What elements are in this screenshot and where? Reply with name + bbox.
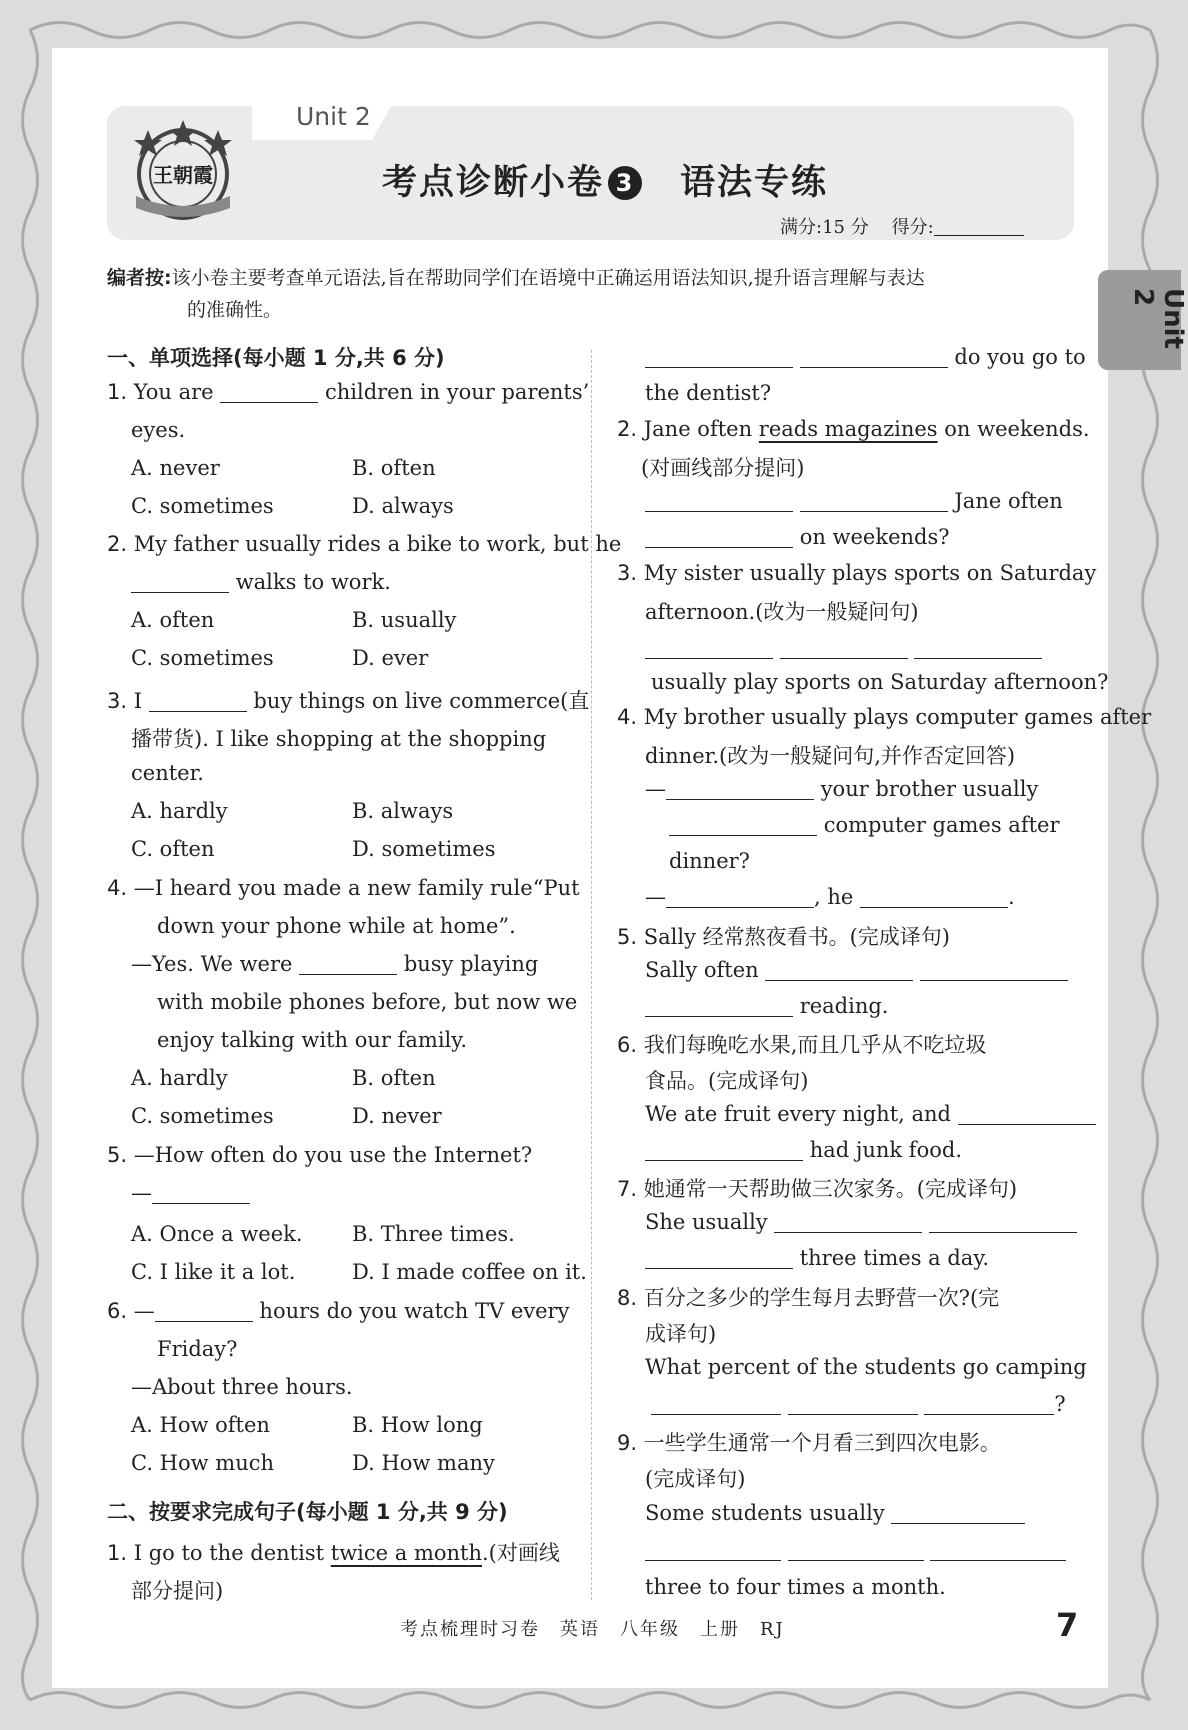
option-b[interactable]: B. often: [352, 1066, 436, 1090]
question-text: your brother usually: [820, 777, 1039, 801]
answer-blank[interactable]: [645, 996, 793, 1017]
question-number: 4.: [617, 705, 638, 729]
question: [107, 532, 621, 556]
question-text: buy things on live commerce(直: [253, 689, 590, 713]
option-a[interactable]: A. often: [131, 608, 215, 632]
question-text: What percent of the students go camping: [645, 1355, 1087, 1379]
answer-blank[interactable]: [220, 382, 318, 403]
question-text: three times a day.: [799, 1246, 990, 1270]
question: [107, 380, 589, 404]
underlined-phrase: twice a month: [330, 1541, 482, 1565]
answer-blank[interactable]: [800, 347, 948, 368]
question: [645, 885, 1015, 909]
answer-blank[interactable]: [780, 638, 908, 659]
page-title: [382, 155, 828, 205]
option-c[interactable]: C. How much: [131, 1451, 275, 1475]
option-b[interactable]: B. often: [352, 456, 436, 480]
answer-blank[interactable]: [645, 1140, 803, 1161]
answer-blank[interactable]: [645, 491, 793, 512]
question-text: Sally often: [645, 958, 759, 982]
brand-seal-icon: [128, 116, 238, 226]
option-a[interactable]: A. Once a week.: [131, 1222, 303, 1246]
question-text: You are: [133, 380, 214, 404]
question: [645, 994, 888, 1018]
question-text: —: [645, 777, 666, 801]
question-text: —How often do you use the Internet?: [133, 1143, 533, 1167]
answer-blank[interactable]: [930, 1540, 1066, 1561]
question: [617, 1029, 986, 1059]
question-text: dinner?: [669, 849, 750, 873]
question-text: .: [1008, 885, 1015, 909]
answer-blank[interactable]: [645, 1540, 781, 1561]
question: [617, 417, 1090, 441]
option-b[interactable]: B. How long: [352, 1413, 483, 1437]
question-number: 4.: [107, 876, 128, 900]
question-text: —: [131, 1181, 152, 1205]
answer-blank[interactable]: [149, 691, 247, 712]
question-text: —: [645, 885, 666, 909]
question-text: Jane often: [643, 417, 753, 441]
question-text: I go to the dentist: [133, 1541, 325, 1565]
question-text: enjoy talking with our family.: [157, 1028, 468, 1052]
question-text: down your phone while at home”.: [157, 914, 516, 938]
question: [107, 685, 589, 715]
got-score-label: 得分:: [891, 217, 934, 238]
question-text: computer games after: [823, 813, 1060, 837]
option-d[interactable]: D. ever: [352, 646, 429, 670]
question-text: busy playing: [403, 952, 539, 976]
title-main: 考点诊断小卷: [382, 163, 605, 203]
question-text: three to four times a month.: [645, 1575, 946, 1599]
question-number: 1.: [107, 380, 128, 404]
answer-blank[interactable]: [666, 887, 814, 908]
option-b[interactable]: B. usually: [352, 608, 457, 632]
question: [617, 1282, 999, 1312]
question: [617, 1173, 1017, 1203]
option-d[interactable]: D. I made coffee on it.: [352, 1260, 587, 1284]
question-text: the dentist?: [645, 381, 772, 405]
editor-note-line1: 该小卷主要考查单元语法,旨在帮助同学们在语境中正确运用语法知识,提升语言理解与表达: [171, 267, 925, 289]
answer-blank[interactable]: [299, 954, 397, 975]
question-text: center.: [131, 761, 204, 785]
question: [107, 1537, 560, 1567]
question-text: Jane often: [954, 489, 1063, 513]
question: [107, 876, 580, 900]
question-text: walks to work.: [235, 570, 391, 594]
question-number: 9.: [617, 1431, 638, 1455]
question-text: do you go to: [954, 345, 1086, 369]
option-a[interactable]: A. hardly: [131, 799, 228, 823]
full-score: 满分:15 分: [780, 217, 869, 238]
question-text: 部分提问): [131, 1579, 224, 1603]
question-text: (完成译句): [645, 1467, 746, 1491]
editor-note: [107, 262, 1077, 326]
editor-note-line2: 的准确性。: [187, 299, 283, 321]
question: [131, 1181, 250, 1205]
question-number: 6.: [107, 1299, 128, 1323]
question-text: on weekends?: [799, 525, 950, 549]
question-text: ?: [1054, 1392, 1066, 1416]
answer-blank[interactable]: [920, 960, 1068, 981]
question: [107, 1299, 569, 1323]
question-text: —I heard you made a new family rule“Put: [133, 876, 580, 900]
answer-blank[interactable]: [860, 887, 1008, 908]
question: [131, 570, 391, 594]
question-text: (对画线部分提问): [641, 456, 805, 480]
question-text: reading.: [799, 994, 889, 1018]
question: [617, 921, 950, 951]
side-unit-label: Unit 2: [1128, 288, 1188, 349]
answer-blank[interactable]: [800, 491, 948, 512]
question-text: I: [133, 689, 143, 713]
option-a[interactable]: A. hardly: [131, 1066, 228, 1090]
option-d[interactable]: D. always: [352, 494, 454, 518]
question: [645, 345, 1086, 369]
question-text: My sister usually plays sports on Saturday: [643, 561, 1097, 585]
option-b[interactable]: B. Three times.: [352, 1222, 515, 1246]
question: [617, 705, 1151, 729]
score-blank[interactable]: [934, 217, 1024, 236]
question-text: eyes.: [131, 418, 186, 442]
question-text: children in your parents’: [324, 380, 590, 404]
option-c[interactable]: C. sometimes: [131, 646, 274, 670]
question-text: with mobile phones before, but now we: [157, 990, 578, 1014]
question-text: My brother usually plays computer games after: [643, 705, 1152, 729]
question-number: 1.: [107, 1541, 128, 1565]
question-text: dinner.(改为一般疑问句,并作否定回答): [645, 744, 1016, 768]
answer-blank[interactable]: [645, 527, 793, 548]
option-a[interactable]: A. never: [131, 456, 220, 480]
answer-blank[interactable]: [958, 1104, 1096, 1125]
question-text: She usually: [645, 1210, 768, 1234]
answer-blank[interactable]: [929, 1212, 1077, 1233]
section2-title: 二、按要求完成句子(每小题 1 分,共 9 分): [107, 1500, 508, 1524]
option-c[interactable]: C. I like it a lot.: [131, 1260, 296, 1284]
answer-blank[interactable]: [765, 960, 913, 981]
answer-blank[interactable]: [155, 1301, 253, 1322]
option-d[interactable]: D. How many: [352, 1451, 495, 1475]
answer-blank[interactable]: [774, 1212, 922, 1233]
page-number: 7: [1056, 1606, 1079, 1644]
question: [645, 636, 1042, 660]
question: [669, 813, 1060, 837]
question-text: 成译句): [645, 1322, 717, 1346]
answer-blank[interactable]: [914, 638, 1042, 659]
option-d[interactable]: D. never: [352, 1104, 442, 1128]
question-number: 3.: [107, 689, 128, 713]
question: [107, 1143, 532, 1167]
answer-blank[interactable]: [645, 638, 773, 659]
option-b[interactable]: B. always: [352, 799, 454, 823]
question: [645, 1102, 1096, 1126]
side-unit-tab: [1098, 270, 1188, 370]
question: [645, 489, 1063, 513]
question-text: —About three hours.: [131, 1375, 353, 1399]
question-text: My father usually rides a bike to work, but he: [133, 532, 622, 556]
question-text: on weekends.: [944, 417, 1090, 441]
answer-blank[interactable]: [651, 1394, 781, 1415]
question: [645, 958, 1068, 982]
question: [617, 561, 1096, 585]
option-c[interactable]: C. often: [131, 837, 215, 861]
question: [645, 1538, 1066, 1562]
question-text: We ate fruit every night, and: [645, 1102, 951, 1126]
question-number: 8.: [617, 1286, 638, 1310]
question-text: —: [133, 1299, 155, 1323]
question-text: .(对画线: [482, 1541, 560, 1565]
footer-text: 考点梳理时习卷 英语 八年级 上册 RJ: [400, 1619, 785, 1640]
question-text: —Yes. We were: [131, 952, 293, 976]
answer-blank[interactable]: [788, 1394, 918, 1415]
section1-title: 一、单项选择(每小题 1 分,共 6 分): [107, 346, 445, 370]
question-text: 食品。(完成译句): [645, 1069, 809, 1093]
answer-blank[interactable]: [924, 1394, 1054, 1415]
question: [651, 1392, 1066, 1416]
option-c[interactable]: C. sometimes: [131, 1104, 274, 1128]
option-d[interactable]: D. sometimes: [352, 837, 496, 861]
question-text: afternoon.(改为一般疑问句): [645, 600, 919, 624]
question-number: 3.: [617, 561, 638, 585]
answer-blank[interactable]: [645, 1248, 793, 1269]
question-text: usually play sports on Saturday afternoon?: [651, 670, 1109, 694]
question-text: Friday?: [157, 1337, 238, 1361]
question: [645, 1138, 962, 1162]
question-text: hours do you watch TV every: [259, 1299, 570, 1323]
option-a[interactable]: A. How often: [131, 1413, 270, 1437]
answer-blank[interactable]: [152, 1183, 250, 1204]
question: [645, 1246, 989, 1270]
answer-blank[interactable]: [131, 572, 229, 593]
question-number: 6.: [617, 1033, 638, 1057]
question-number: 2.: [107, 532, 128, 556]
question-text: 我们每晚吃水果,而且几乎从不吃垃圾: [643, 1033, 987, 1057]
answer-blank[interactable]: [666, 779, 814, 800]
title-number-badge: 3: [608, 166, 642, 200]
question-text: 百分之多少的学生每月去野营一次?(完: [643, 1286, 1000, 1310]
answer-blank[interactable]: [788, 1540, 924, 1561]
answer-blank[interactable]: [645, 347, 793, 368]
editor-note-label: 编者按:: [107, 267, 172, 289]
underlined-phrase: reads magazines: [758, 417, 938, 441]
question: [617, 1427, 1001, 1457]
question-text: Sally 经常熬夜看书。(完成译句): [643, 925, 950, 949]
question: [131, 952, 538, 976]
answer-blank[interactable]: [669, 815, 817, 836]
question-text: 播带货). I like shopping at the shopping: [131, 727, 547, 751]
question-text: 一些学生通常一个月看三到四次电影。: [643, 1431, 1001, 1455]
question-text: 她通常一天帮助做三次家务。(完成译句): [643, 1177, 1018, 1201]
question-number: 2.: [617, 417, 638, 441]
question-number: 5.: [617, 925, 638, 949]
question: [645, 1210, 1077, 1234]
question: [645, 525, 950, 549]
answer-blank[interactable]: [891, 1503, 1025, 1524]
title-sub: 语法专练: [680, 163, 829, 203]
question: [645, 1501, 1025, 1525]
question: [645, 777, 1038, 801]
question-number: 5.: [107, 1143, 128, 1167]
logo-text: 王朝霞: [153, 163, 213, 187]
score-line: [780, 213, 1024, 239]
option-c[interactable]: C. sometimes: [131, 494, 274, 518]
question-text: Some students usually: [645, 1501, 885, 1525]
question-text: , he: [814, 885, 854, 909]
question-number: 7.: [617, 1177, 638, 1201]
question-text: had junk food.: [809, 1138, 962, 1162]
unit-label: Unit 2: [296, 102, 371, 131]
